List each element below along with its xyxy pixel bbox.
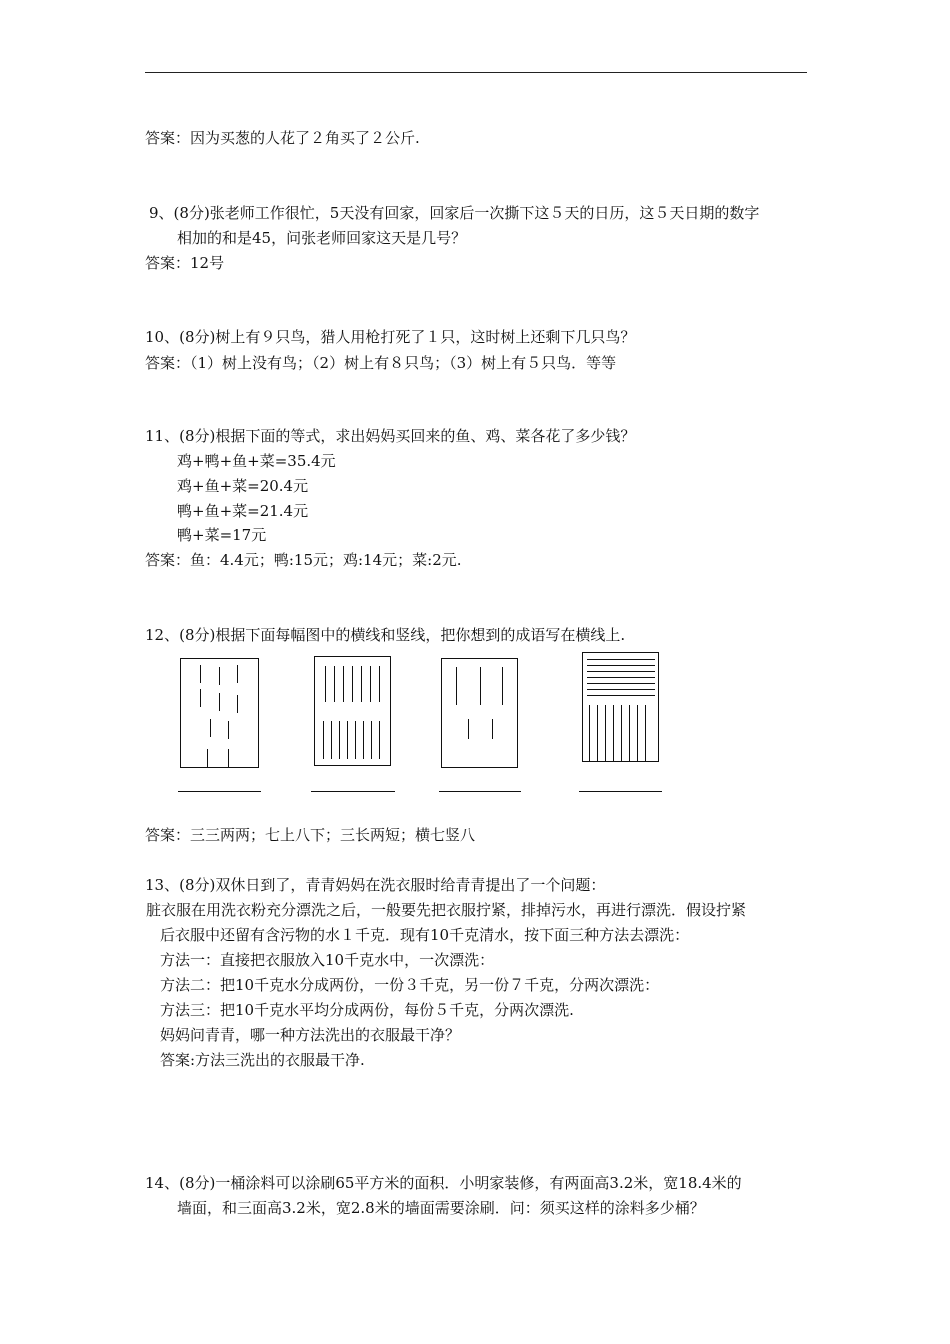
q12-answer-blank-3 [439, 791, 521, 792]
q9-question-line1: 9、(8分)张老师工作很忙，5天没有回家，回家后一次撕下这５天的日历，这５天日期的数字 [149, 204, 760, 222]
idiom-figure-4 [582, 652, 659, 762]
q12-answer: 答案：三三两两；七上八下；三长两短；横七竖八 [145, 826, 476, 844]
q12-answer-blank-1 [178, 791, 261, 792]
idiom-figure-3 [441, 658, 518, 768]
q11-question: 11、(8分)根据下面的等式，求出妈妈买回来的鱼、鸡、菜各花了多少钱？ [145, 427, 636, 445]
idiom-figure-1 [180, 658, 259, 768]
q13-method-2: 方法二：把10千克水分成两份，一份３千克，另一份７千克，分两次漂洗： [160, 976, 660, 994]
q8-answer: 答案：因为买葱的人花了２角买了２公斤. [145, 129, 420, 147]
q13-method-3: 方法三：把10千克水平均分成两份，每份５千克，分两次漂洗. [160, 1001, 574, 1019]
idiom-figure-2 [314, 656, 391, 766]
q11-equation-1: 鸡+鸭+鱼+菜=35.4元 [177, 452, 336, 470]
q13-question-ask: 妈妈问青青，哪一种方法洗出的衣服最干净？ [160, 1026, 461, 1044]
header-rule [145, 72, 807, 73]
q13-method-1: 方法一：直接把衣服放入10千克水中，一次漂洗： [160, 951, 495, 969]
q9-answer: 答案：12号 [145, 254, 225, 272]
q11-equation-3: 鸭+鱼+菜=21.4元 [177, 502, 309, 520]
q11-equation-4: 鸭+菜=17元 [177, 526, 267, 544]
q13-answer: 答案:方法三洗出的衣服最干净. [160, 1051, 365, 1069]
q12-answer-blank-4 [579, 791, 662, 792]
q13-question-line2: 脏衣服在用洗衣粉充分漂洗之后，一般要先把衣服拧紧，排掉污水，再进行漂洗．假设拧紧 [146, 901, 747, 919]
q11-equation-2: 鸡+鱼+菜=20.4元 [177, 477, 309, 495]
q13-question-line3: 后衣服中还留有含污物的水１千克．现有10千克清水，按下面三种方法去漂洗： [160, 926, 690, 944]
q14-question-line2: 墙面，和三面高3.2米，宽2.8米的墙面需要涂刷．问：须买这样的涂料多少桶？ [177, 1199, 705, 1217]
q9-question-line2: 相加的和是45，问张老师回家这天是几号？ [177, 229, 467, 247]
q10-question: 10、(8分)树上有９只鸟，猎人用枪打死了１只，这时树上还剩下几只鸟？ [145, 328, 636, 346]
q14-question-line1: 14、(8分)一桶涂料可以涂刷65平方米的面积．小明家装修，有两面高3.2米，宽18.4米的 [145, 1174, 742, 1192]
q12-answer-blank-2 [311, 791, 395, 792]
q11-answer: 答案：鱼：4.4元；鸭:15元；鸡:14元；菜:2元. [145, 551, 462, 569]
q12-question: 12、(8分)根据下面每幅图中的横线和竖线，把你想到的成语写在横线上. [145, 626, 626, 644]
q13-question-line1: 13、(8分)双休日到了，青青妈妈在洗衣服时给青青提出了一个问题： [145, 876, 606, 894]
q10-answer: 答案：（1）树上没有鸟；（2）树上有８只鸟；（3）树上有５只鸟．等等 [145, 354, 617, 372]
